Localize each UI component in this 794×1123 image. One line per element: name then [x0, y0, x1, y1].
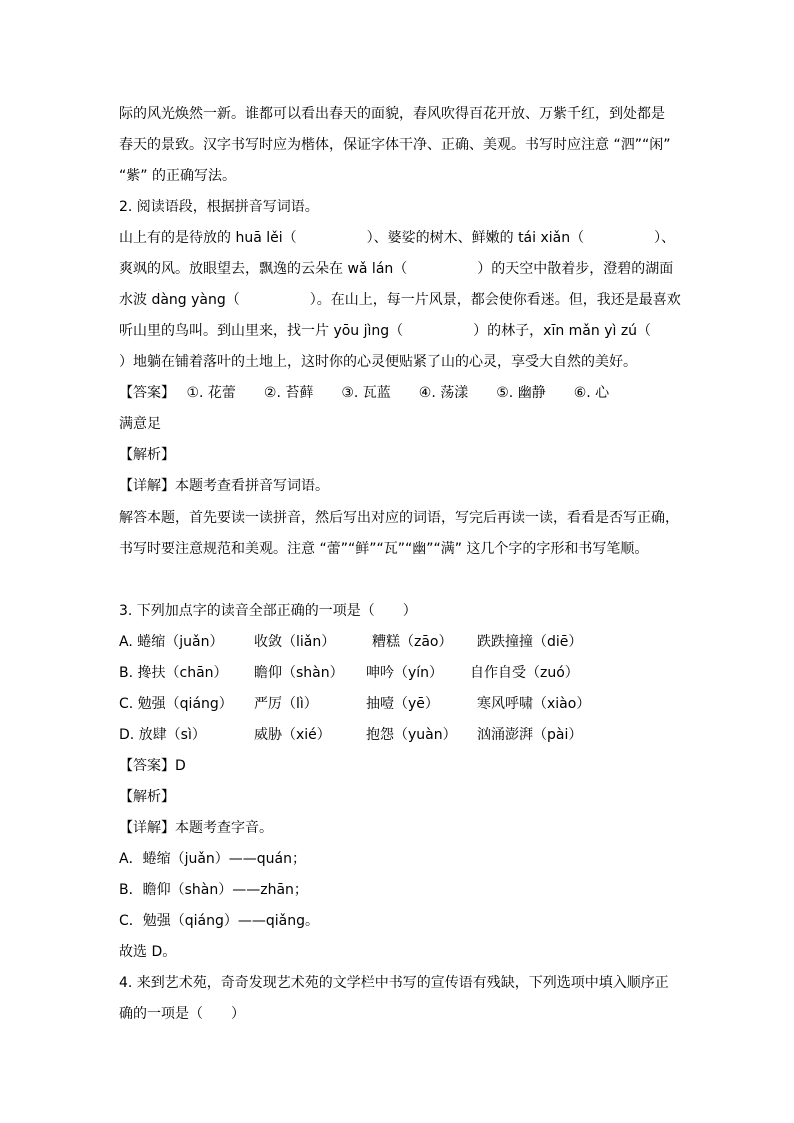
option-b-2: 瞻仰（shàn）: [254, 665, 344, 681]
question-2-title: 2. 阅读语段，根据拼音写词语。: [119, 199, 319, 215]
answer-line: 满意足: [119, 416, 161, 432]
option-a-4: 跌跌撞撞（diē）: [477, 634, 583, 650]
question-3-title: 3. 下列加点字的读音全部正确的一项是（ ）: [119, 603, 417, 619]
q3-conclusion: 故选 D。: [119, 944, 177, 960]
option-c-3: 抽噎（yē）: [366, 696, 439, 712]
detail-line: 【详解】本题考查看拼音写词语。: [119, 478, 329, 494]
option-d-3: 抱怨（yuàn）: [366, 727, 457, 743]
paragraph-line: “紫” 的正确写法。: [119, 168, 236, 184]
option-b-1: B. 搀扶（chān）: [119, 665, 228, 681]
option-a-1: A. 蜷缩（juǎn）: [119, 634, 224, 650]
q3-analysis-heading: 【解析】: [119, 789, 175, 805]
option-a-3: 糟糕（zāo）: [372, 634, 453, 650]
option-d-4: 汹涌澎湃（pài）: [477, 727, 583, 743]
q3-point-c: C．勉强（qiáng）——qiǎng。: [119, 913, 320, 929]
paragraph-line: ）地躺在铺着落叶的土地上，这时你的心灵便贴紧了山的心灵，享受大自然的美好。: [119, 354, 637, 370]
paragraph-line: 书写时要注意规范和美观。注意 “蕾”“鲜”“瓦”“幽”“满” 这几个字的字形和书写笔顺。: [119, 541, 649, 557]
paragraph-line: 际的风光焕然一新。谁都可以看出春天的面貌，春风吹得百花开放、万紫千红，到处都是: [119, 106, 665, 122]
paragraph-line: 爽飒的风。放眼望去，飘逸的云朵在 wǎ lán（ ）的天空中散着步，澄碧的湖面: [119, 261, 674, 277]
question-4-line: 确的一项是（ ）: [119, 1006, 245, 1022]
q3-answer: 【答案】D: [119, 758, 186, 774]
paragraph-line: 山上有的是待放的 huā lěi（ ）、婆娑的树木、鲜嫩的 tái xiǎn（ ）、: [119, 230, 676, 246]
analysis-heading: 【解析】: [119, 447, 175, 463]
paragraph-line: 听山里的鸟叫。到山里来，找一片 yōu jìng（ ）的林子，xīn mǎn yì zú（: [119, 323, 652, 339]
option-a-2: 收敛（liǎn）: [254, 634, 336, 650]
option-c-2: 严厉（lì）: [254, 696, 318, 712]
option-c-1: C. 勉强（qiáng）: [119, 696, 233, 712]
question-4-title: 4. 来到艺术苑，奇奇发现艺术苑的文学栏中书写的宣传语有残缺，下列选项中填入顺序正: [119, 975, 669, 991]
option-c-4: 寒风呼啸（xiào）: [477, 696, 591, 712]
option-b-4: 自作自受（zuó）: [470, 665, 579, 681]
answer-line: 【答案】 ①. 花蕾 ②. 苔藓 ③. 瓦蓝 ④. 荡漾 ⑤. 幽静 ⑥. 心: [119, 385, 610, 401]
paragraph-line: 春天的景致。汉字书写时应为楷体，保证字体干净、正确、美观。书写时应注意 “泗”“闲”: [119, 137, 671, 153]
option-d-2: 威胁（xié）: [254, 727, 331, 743]
option-d-1: D. 放肆（sì）: [119, 727, 206, 743]
option-b-3: 呻吟（yín）: [366, 665, 444, 681]
q3-point-a: A．蜷缩（juǎn）——quán；: [119, 851, 307, 867]
q3-point-b: B．瞻仰（shàn）——zhān；: [119, 882, 308, 898]
q3-detail: 【详解】本题考查字音。: [119, 820, 273, 836]
paragraph-line: 解答本题，首先要读一读拼音，然后写出对应的词语，写完后再读一读，看看是否写正确，: [119, 510, 679, 526]
paragraph-line: 水波 dàng yàng（ ）。在山上，每一片风景，都会使你看迷。但，我还是最喜欢: [119, 292, 681, 308]
